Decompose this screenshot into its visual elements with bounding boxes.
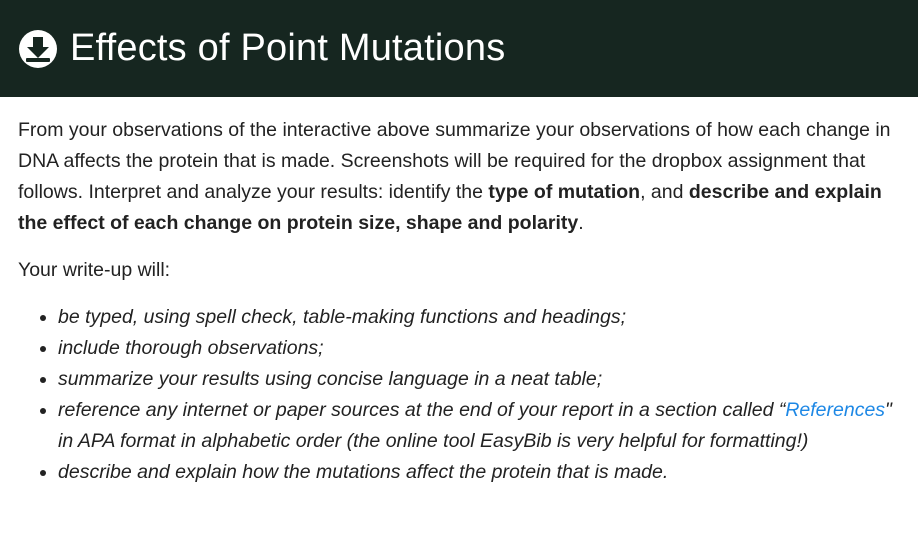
list-item: • include thorough observations; <box>58 333 900 364</box>
intro-bold-mutation-type: type of mutation <box>488 181 641 203</box>
list-item <box>58 395 900 457</box>
main-content <box>0 97 918 488</box>
download-circle-icon <box>18 29 58 69</box>
references-link[interactable]: References <box>785 399 886 421</box>
requirements-list <box>18 302 900 488</box>
list-item: • describe and explain how the mutations affect the protein that is made. <box>58 457 900 488</box>
intro-bold-describe: describe and explain the effect of each change on protein size, shape and polarity <box>18 181 882 234</box>
page-header <box>0 0 918 97</box>
intro-text-1: From your observations of the interactive above summarize your observations of how each change in DNA affects the protein that is made. Screenshots will be required for the dropbox assignment that follows. Interpret and analyze your results: identify the <box>18 119 891 203</box>
intro-paragraph <box>18 115 900 239</box>
list-item-text-after: " in APA format in alphabetic order (the online tool EasyBib is very helpful for formatting!) <box>58 399 892 452</box>
page-title: Effects of Point Mutations <box>70 27 506 69</box>
intro-text-3: . <box>578 212 584 234</box>
list-item-text-before: reference any internet or paper sources at the end of your report in a section called “ <box>58 399 786 421</box>
list-item: • be typed, using spell check, table-making functions and headings; <box>58 302 900 333</box>
writeup-label: Your write-up will: <box>18 259 171 281</box>
intro-text-2: , and <box>640 181 689 203</box>
list-item: • summarize your results using concise language in a neat table; <box>58 364 900 395</box>
